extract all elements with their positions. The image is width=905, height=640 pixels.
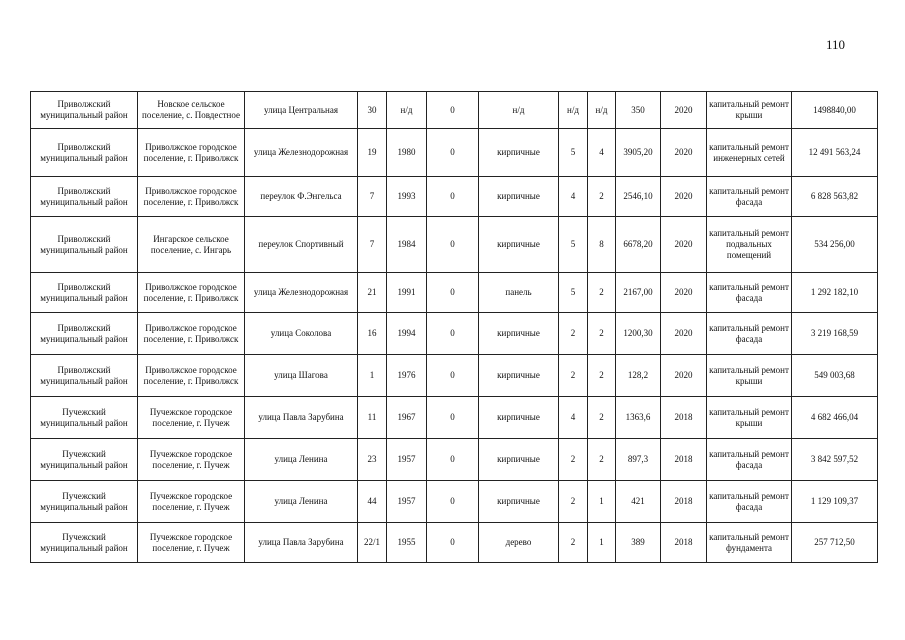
- table-row: [31, 439, 878, 481]
- floors-cell: 2: [559, 355, 588, 397]
- floors-cell: 2: [559, 481, 588, 523]
- street-cell: улица Шагова: [245, 355, 358, 397]
- settlement-cell: Пучежское городское поселение, г. Пучеж: [138, 481, 245, 523]
- entrances-cell: 1: [588, 481, 616, 523]
- area-cell: 389: [616, 523, 661, 563]
- page-number: 110: [826, 37, 846, 52]
- district-cell: Приволжский муниципальный район: [31, 355, 138, 397]
- value-cell: 0: [427, 397, 479, 439]
- value-cell: 0: [427, 217, 479, 273]
- area-cell: 2546,10: [616, 177, 661, 217]
- street-cell: улица Павла Зарубина: [245, 397, 358, 439]
- floors-cell: 5: [559, 129, 588, 177]
- value-cell: 0: [427, 313, 479, 355]
- house-number-cell: 44: [358, 481, 387, 523]
- build-year-cell: 1994: [387, 313, 427, 355]
- street-cell: улица Железнодорожная: [245, 129, 358, 177]
- cost-cell: 257 712,50: [792, 523, 878, 563]
- floors-cell: 4: [559, 177, 588, 217]
- house-number-cell: 22/1: [358, 523, 387, 563]
- work-type-cell: капитальный ремонт фундамента: [707, 523, 792, 563]
- settlement-cell: Ингарское сельское поселение, с. Ингарь: [138, 217, 245, 273]
- district-cell: Пучежский муниципальный район: [31, 397, 138, 439]
- entrances-cell: 2: [588, 273, 616, 313]
- district-cell: Пучежский муниципальный район: [31, 523, 138, 563]
- wall-material-cell: кирпичные: [479, 313, 559, 355]
- build-year-cell: 1980: [387, 129, 427, 177]
- work-type-cell: капитальный ремонт фасада: [707, 273, 792, 313]
- build-year-cell: н/д: [387, 92, 427, 129]
- plan-year-cell: 2020: [661, 129, 707, 177]
- house-number-cell: 16: [358, 313, 387, 355]
- wall-material-cell: н/д: [479, 92, 559, 129]
- value-cell: 0: [427, 523, 479, 563]
- plan-year-cell: 2020: [661, 177, 707, 217]
- build-year-cell: 1976: [387, 355, 427, 397]
- work-type-cell: капитальный ремонт подвальных помещений: [707, 217, 792, 273]
- district-cell: Приволжский муниципальный район: [31, 313, 138, 355]
- settlement-cell: Пучежское городское поселение, г. Пучеж: [138, 523, 245, 563]
- value-cell: 0: [427, 439, 479, 481]
- wall-material-cell: кирпичные: [479, 177, 559, 217]
- area-cell: 128,2: [616, 355, 661, 397]
- district-cell: Пучежский муниципальный район: [31, 439, 138, 481]
- plan-year-cell: 2020: [661, 217, 707, 273]
- build-year-cell: 1955: [387, 523, 427, 563]
- work-type-cell: капитальный ремонт крыши: [707, 397, 792, 439]
- work-type-cell: капитальный ремонт фасада: [707, 439, 792, 481]
- table-row: [31, 273, 878, 313]
- housing-repair-table: [30, 91, 878, 563]
- street-cell: улица Павла Зарубина: [245, 523, 358, 563]
- wall-material-cell: кирпичные: [479, 355, 559, 397]
- settlement-cell: Приволжское городское поселение, г. Приволжск: [138, 177, 245, 217]
- cost-cell: 6 828 563,82: [792, 177, 878, 217]
- value-cell: 0: [427, 129, 479, 177]
- area-cell: 1200,30: [616, 313, 661, 355]
- entrances-cell: 4: [588, 129, 616, 177]
- value-cell: 0: [427, 92, 479, 129]
- build-year-cell: 1991: [387, 273, 427, 313]
- table-row: [31, 397, 878, 439]
- street-cell: переулок Спортивный: [245, 217, 358, 273]
- entrances-cell: 2: [588, 397, 616, 439]
- work-type-cell: капитальный ремонт фасада: [707, 177, 792, 217]
- area-cell: 1363,6: [616, 397, 661, 439]
- value-cell: 0: [427, 481, 479, 523]
- settlement-cell: Новское сельское поселение, с. Повдестное: [138, 92, 245, 129]
- table-row: [31, 129, 878, 177]
- floors-cell: 4: [559, 397, 588, 439]
- cost-cell: 4 682 466,04: [792, 397, 878, 439]
- floors-cell: 2: [559, 523, 588, 563]
- house-number-cell: 23: [358, 439, 387, 481]
- floors-cell: н/д: [559, 92, 588, 129]
- house-number-cell: 30: [358, 92, 387, 129]
- table-body: [31, 92, 878, 563]
- district-cell: Приволжский муниципальный район: [31, 273, 138, 313]
- district-cell: Приволжский муниципальный район: [31, 177, 138, 217]
- table-row: [31, 313, 878, 355]
- entrances-cell: 1: [588, 523, 616, 563]
- wall-material-cell: кирпичные: [479, 217, 559, 273]
- street-cell: улица Железнодорожная: [245, 273, 358, 313]
- house-number-cell: 7: [358, 217, 387, 273]
- street-cell: улица Ленина: [245, 481, 358, 523]
- district-cell: Приволжский муниципальный район: [31, 217, 138, 273]
- cost-cell: 1498840,00: [792, 92, 878, 129]
- build-year-cell: 1984: [387, 217, 427, 273]
- value-cell: 0: [427, 177, 479, 217]
- wall-material-cell: дерево: [479, 523, 559, 563]
- table-row: [31, 523, 878, 563]
- house-number-cell: 11: [358, 397, 387, 439]
- settlement-cell: Пучежское городское поселение, г. Пучеж: [138, 397, 245, 439]
- work-type-cell: капитальный ремонт крыши: [707, 355, 792, 397]
- area-cell: 2167,00: [616, 273, 661, 313]
- area-cell: 897,3: [616, 439, 661, 481]
- cost-cell: 534 256,00: [792, 217, 878, 273]
- work-type-cell: капитальный ремонт крыши: [707, 92, 792, 129]
- entrances-cell: 2: [588, 355, 616, 397]
- plan-year-cell: 2018: [661, 481, 707, 523]
- cost-cell: 12 491 563,24: [792, 129, 878, 177]
- table-row: [31, 481, 878, 523]
- entrances-cell: 2: [588, 313, 616, 355]
- street-cell: переулок Ф.Энгельса: [245, 177, 358, 217]
- house-number-cell: 21: [358, 273, 387, 313]
- entrances-cell: 2: [588, 439, 616, 481]
- street-cell: улица Центральная: [245, 92, 358, 129]
- area-cell: 350: [616, 92, 661, 129]
- district-cell: Приволжский муниципальный район: [31, 129, 138, 177]
- settlement-cell: Приволжское городское поселение, г. Приволжск: [138, 355, 245, 397]
- settlement-cell: Приволжское городское поселение, г. Приволжск: [138, 313, 245, 355]
- wall-material-cell: панель: [479, 273, 559, 313]
- area-cell: 6678,20: [616, 217, 661, 273]
- settlement-cell: Приволжское городское поселение, г. Приволжск: [138, 273, 245, 313]
- cost-cell: 549 003,68: [792, 355, 878, 397]
- cost-cell: 3 842 597,52: [792, 439, 878, 481]
- entrances-cell: 2: [588, 177, 616, 217]
- settlement-cell: Пучежское городское поселение, г. Пучеж: [138, 439, 245, 481]
- plan-year-cell: 2020: [661, 313, 707, 355]
- entrances-cell: н/д: [588, 92, 616, 129]
- house-number-cell: 19: [358, 129, 387, 177]
- street-cell: улица Ленина: [245, 439, 358, 481]
- build-year-cell: 1993: [387, 177, 427, 217]
- floors-cell: 5: [559, 273, 588, 313]
- table-row: [31, 217, 878, 273]
- plan-year-cell: 2018: [661, 439, 707, 481]
- table-row: [31, 92, 878, 129]
- house-number-cell: 7: [358, 177, 387, 217]
- value-cell: 0: [427, 273, 479, 313]
- floors-cell: 2: [559, 313, 588, 355]
- plan-year-cell: 2020: [661, 273, 707, 313]
- table-row: [31, 177, 878, 217]
- wall-material-cell: кирпичные: [479, 397, 559, 439]
- street-cell: улица Соколова: [245, 313, 358, 355]
- build-year-cell: 1957: [387, 481, 427, 523]
- work-type-cell: капитальный ремонт фасада: [707, 313, 792, 355]
- area-cell: 3905,20: [616, 129, 661, 177]
- work-type-cell: капитальный ремонт инженерных сетей: [707, 129, 792, 177]
- plan-year-cell: 2018: [661, 523, 707, 563]
- settlement-cell: Приволжское городское поселение, г. Приволжск: [138, 129, 245, 177]
- wall-material-cell: кирпичные: [479, 129, 559, 177]
- plan-year-cell: 2020: [661, 92, 707, 129]
- wall-material-cell: кирпичные: [479, 439, 559, 481]
- house-number-cell: 1: [358, 355, 387, 397]
- cost-cell: 3 219 168,59: [792, 313, 878, 355]
- plan-year-cell: 2018: [661, 397, 707, 439]
- value-cell: 0: [427, 355, 479, 397]
- wall-material-cell: кирпичные: [479, 481, 559, 523]
- district-cell: Пучежский муниципальный район: [31, 481, 138, 523]
- district-cell: Приволжский муниципальный район: [31, 92, 138, 129]
- floors-cell: 2: [559, 439, 588, 481]
- floors-cell: 5: [559, 217, 588, 273]
- table-row: [31, 355, 878, 397]
- build-year-cell: 1967: [387, 397, 427, 439]
- cost-cell: 1 129 109,37: [792, 481, 878, 523]
- build-year-cell: 1957: [387, 439, 427, 481]
- work-type-cell: капитальный ремонт фасада: [707, 481, 792, 523]
- plan-year-cell: 2020: [661, 355, 707, 397]
- entrances-cell: 8: [588, 217, 616, 273]
- cost-cell: 1 292 182,10: [792, 273, 878, 313]
- area-cell: 421: [616, 481, 661, 523]
